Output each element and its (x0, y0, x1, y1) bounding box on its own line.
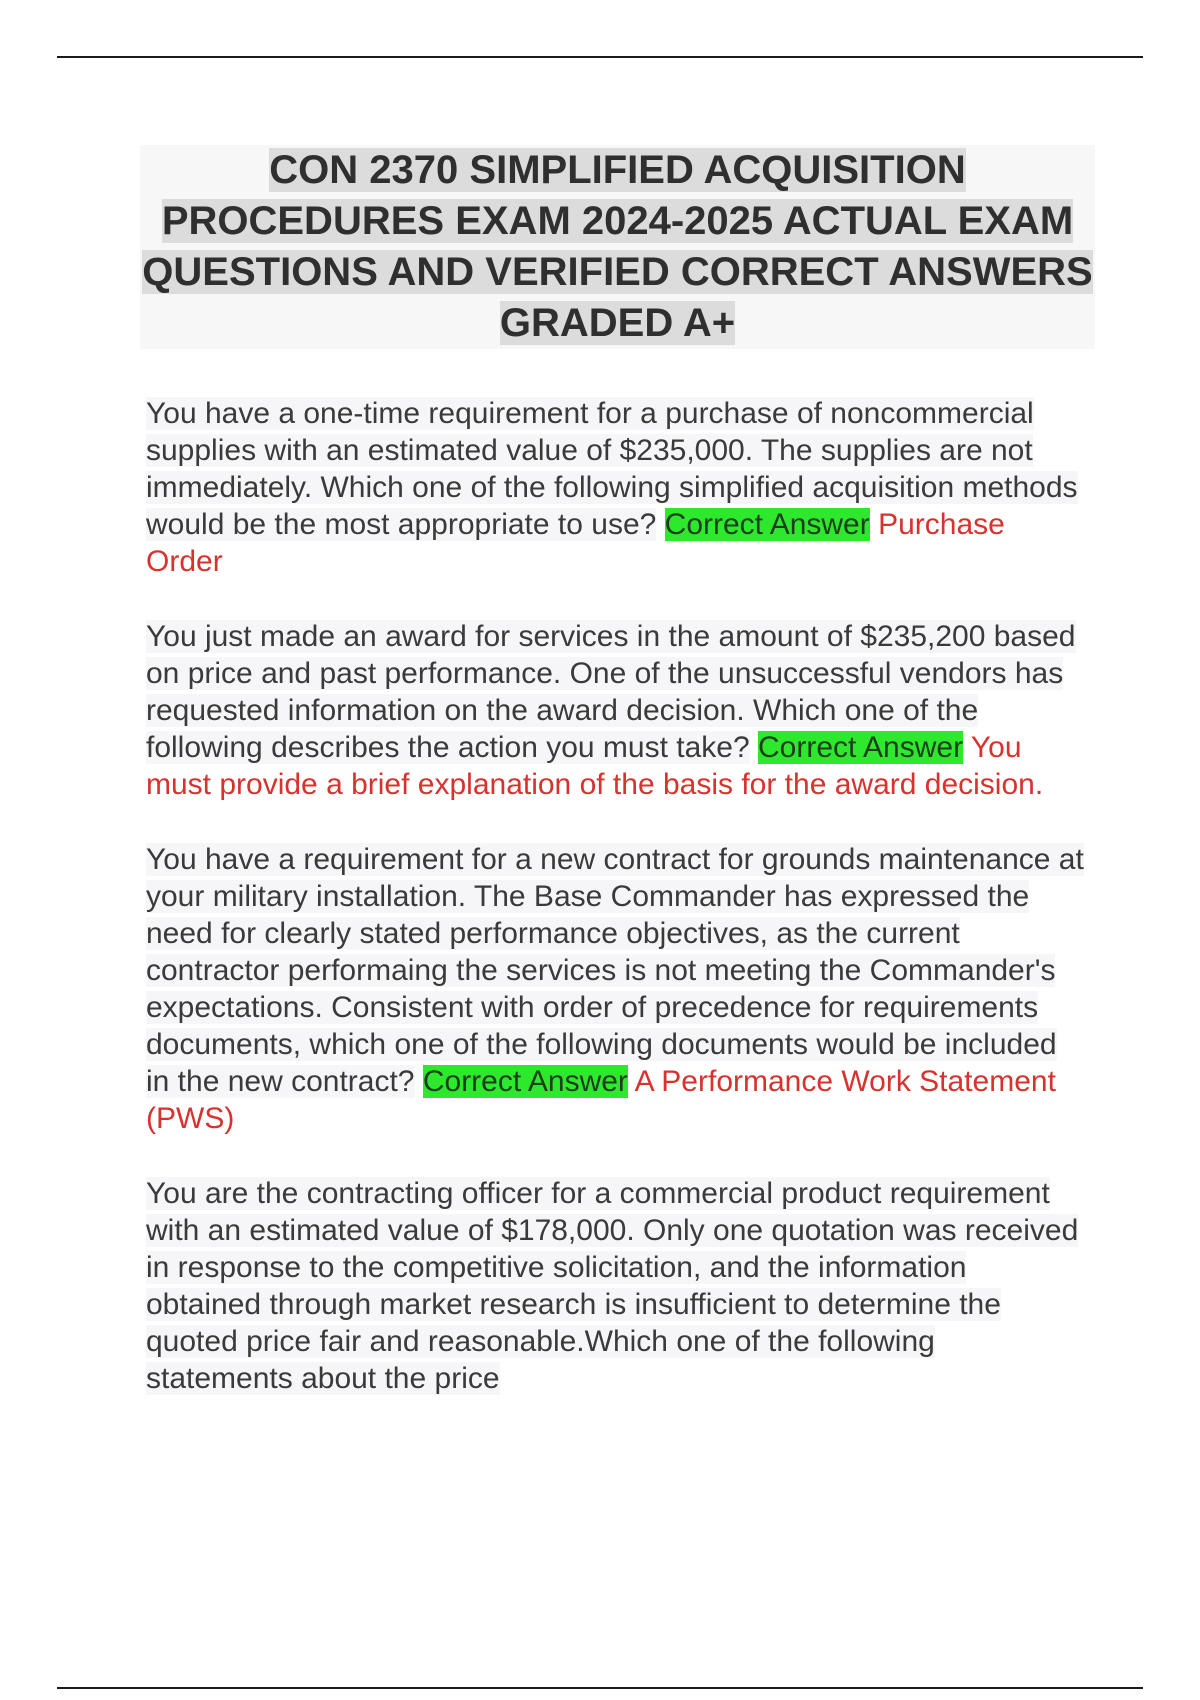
question-item (146, 395, 1086, 580)
question-list (146, 395, 1086, 1435)
question-item (146, 1175, 1086, 1397)
question-text: You are the contracting officer for a commercial product requirement with an estimated value of $178,000. Only one quotation was received in response to the competitive solicitation, and the information obtained through market research is insufficient to determine the quoted price fair and reasonable.Which one of the following statements about the price (146, 1177, 1079, 1395)
question-item (146, 841, 1086, 1137)
correct-answer-label: Correct Answer (758, 731, 964, 764)
question-item (146, 618, 1086, 803)
document-title-text: CON 2370 SIMPLIFIED ACQUISITION PROCEDURES EXAM 2024-2025 ACTUAL EXAM QUESTIONS AND VERIFIED CORRECT ANSWERS GRADED A+ (142, 148, 1093, 345)
title-block (140, 145, 1095, 349)
bottom-rule (57, 1687, 1143, 1689)
correct-answer-label: Correct Answer (664, 508, 870, 541)
question-text: You just made an award for services in the amount of $235,200 based on price and past performance. One of the unsuccessful vendors has requested information on the award decision. Which one of the following describes the action you must take? (146, 620, 1076, 764)
document-title (140, 145, 1095, 349)
top-rule (57, 56, 1143, 58)
question-text: You have a one-time requirement for a purchase of noncommercial supplies with an estimated value of $235,000. The supplies are not immediately. Which one of the following simplified acquisition methods would be the most appropriate to use? (146, 397, 1078, 541)
answer-text: Purchase Order (146, 508, 1005, 578)
answer-text: A Performance Work Statement (PWS) (146, 1065, 1056, 1135)
answer-text: You must provide a brief explanation of the basis for the award decision. (146, 731, 1044, 801)
question-text: You have a requirement for a new contract for grounds maintenance at your military installation. The Base Commander has expressed the need for clearly stated performance objectives, as the current contractor performaing the services is not meeting the Commander's expectations. Consistent with order of precedence for requirements documents, which one of the following documents would be included in the new contract? (146, 843, 1084, 1098)
correct-answer-label: Correct Answer (422, 1065, 628, 1098)
